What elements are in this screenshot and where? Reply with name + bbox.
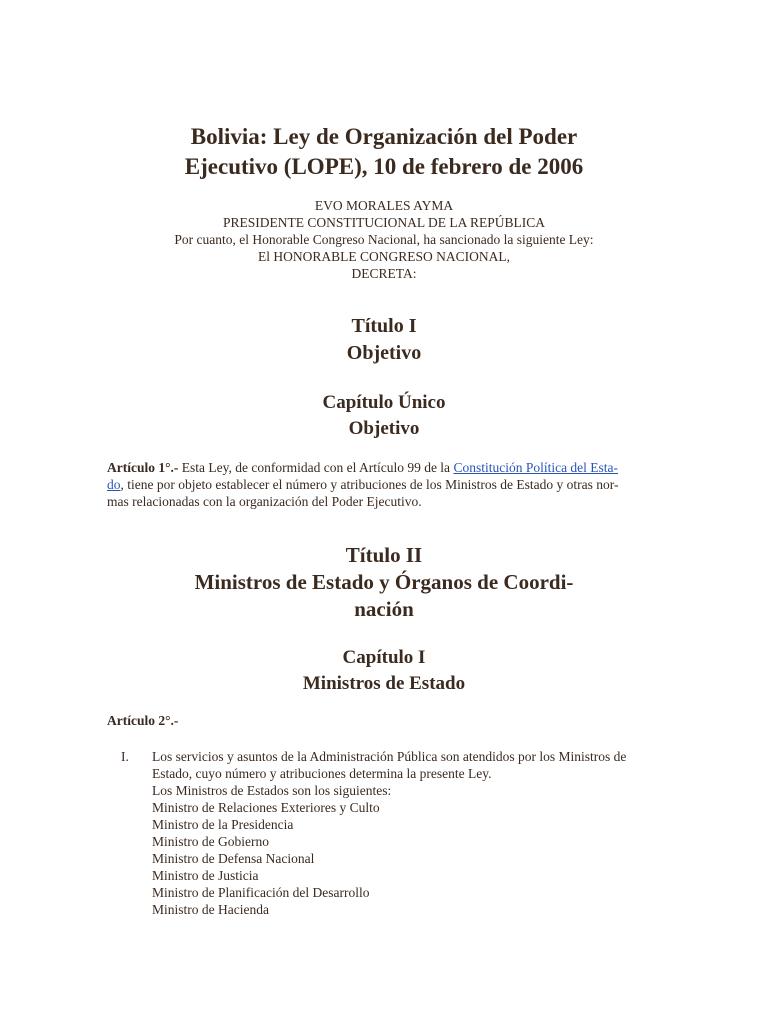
titulo-2-name-line-1: Ministros de Estado y Órganos de Coordi- (194, 570, 574, 594)
ministry-defensa: Ministro de Defensa Nacional (152, 851, 315, 866)
ministry-planificacion: Ministro de Planificación del Desarrollo (152, 885, 370, 900)
title-line-2: Ejecutivo (LOPE), 10 de febrero de 2006 (184, 154, 584, 179)
titulo-1-name: Objetivo (346, 342, 422, 364)
promulgation-block (0, 197, 768, 282)
list-line-3: Los Ministros de Estados son los siguientes: (152, 783, 392, 798)
titulo-1-label: Título I (351, 315, 417, 337)
capitulo-1-label: Capítulo I (342, 647, 426, 668)
titulo-2-label: Título II (345, 543, 423, 567)
capitulo-1-name: Ministros de Estado (302, 673, 466, 694)
decreta-line: DECRETA: (351, 266, 417, 281)
president-title: PRESIDENTE CONSTITUCIONAL DE LA REPÚBLICA (223, 215, 545, 230)
articulo-1-text-c: mas relacionadas con la organización del Poder Ejecutivo. (107, 494, 422, 509)
constitucion-link-part2[interactable]: do (107, 477, 121, 492)
sanction-line: Por cuanto, el Honorable Congreso Nacional, ha sancionado la siguiente Ley: (174, 232, 594, 247)
articulo-1-text-a: Esta Ley, de conformidad con el Artículo 99 de la (178, 460, 454, 475)
ministry-presidencia: Ministro de la Presidencia (152, 817, 294, 832)
titulo-2-name-line-2: nación (354, 597, 414, 621)
list-numeral: I. (121, 749, 129, 764)
constitucion-link-part1[interactable]: Constitución Política del Esta- (453, 460, 619, 475)
list-line-1: Los servicios y asuntos de la Administración Pública son atendidos por los Ministros de (152, 749, 627, 764)
title-line-1: Bolivia: Ley de Organización del Poder (190, 124, 578, 149)
list-line-2: Estado, cuyo número y atribuciones determina la presente Ley. (152, 766, 492, 781)
document-title (0, 122, 768, 182)
articulo-2-label: Artículo 2°.- (107, 713, 179, 728)
capitulo-unico-name: Objetivo (348, 418, 420, 439)
ministry-gobierno: Ministro de Gobierno (152, 834, 269, 849)
ministry-relaciones-exteriores: Ministro de Relaciones Exteriores y Culto (152, 800, 380, 815)
list-item (152, 748, 667, 918)
articulo-1-label: Artículo 1°.- (107, 460, 179, 475)
capitulo-unico-heading (0, 390, 768, 442)
titulo-1-heading (0, 313, 768, 367)
congress-line: El HONORABLE CONGRESO NACIONAL, (258, 249, 510, 264)
articulo-2 (107, 712, 662, 729)
titulo-2-heading (0, 542, 768, 623)
ministry-hacienda: Ministro de Hacienda (152, 902, 269, 917)
articulo-1-text-b: , tiene por objeto establecer el número y atribuciones de los Ministros de Estado y otras nor- (120, 477, 619, 492)
articulo-1 (107, 459, 662, 510)
president-name: EVO MORALES AYMA (314, 198, 454, 213)
capitulo-1-heading (0, 645, 768, 697)
ministry-justicia: Ministro de Justicia (152, 868, 259, 883)
capitulo-unico-label: Capítulo Único (322, 392, 446, 413)
